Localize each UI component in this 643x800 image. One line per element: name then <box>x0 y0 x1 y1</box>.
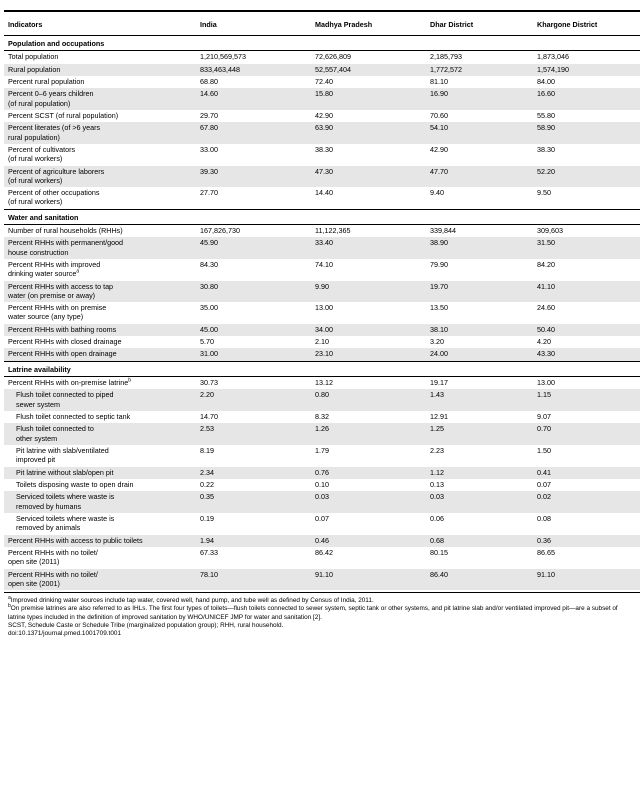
indicator-label <box>4 88 196 110</box>
value-cell: 31.00 <box>196 348 311 361</box>
value-cell: 13.00 <box>315 303 333 313</box>
table-row <box>4 535 640 547</box>
indicator-label <box>4 64 196 76</box>
value-cell: 72.40 <box>315 76 333 86</box>
footnote-marker: b <box>128 377 132 384</box>
value-cell: 8.32 <box>315 412 329 422</box>
indicator-label-line: Percent RHHs with closed drainage <box>8 337 122 347</box>
indicator-label-line: Percent rural population <box>8 76 85 86</box>
section-title: Water and sanitation <box>4 209 640 224</box>
value-cell: 4.20 <box>537 337 551 347</box>
indicator-label-line: rural population) <box>8 132 60 142</box>
table-row <box>4 224 640 237</box>
footnote-mark: a <box>8 595 11 602</box>
value-cell: 2,185,793 <box>430 52 462 62</box>
value-cell: 14.40 <box>315 188 333 198</box>
value-cell: 16.90 <box>426 88 533 110</box>
table-row <box>4 479 640 491</box>
indicator-label-line: Rural population <box>8 64 61 74</box>
indicator-label-line: improved pit <box>16 455 56 465</box>
indicator-label <box>4 224 196 237</box>
indicator-label <box>4 336 196 348</box>
value-cell: 42.90 <box>315 110 333 120</box>
value-cell: 55.80 <box>537 110 555 120</box>
value-cell: 52.20 <box>533 166 640 188</box>
indicator-label-line: Toilets disposing waste to open drain <box>16 480 134 490</box>
value-cell: 58.90 <box>533 122 640 144</box>
section-title: Population and occupations <box>4 36 640 51</box>
value-cell: 0.06 <box>430 514 444 524</box>
value-cell: 31.50 <box>533 237 640 259</box>
footnote <box>8 605 636 621</box>
indicator-label-line: (of rural workers) <box>8 154 63 164</box>
indicator-label <box>4 166 196 188</box>
value-cell: 0.80 <box>311 389 426 411</box>
table-row <box>4 259 640 281</box>
indicator-label-line: open site (2011) <box>8 557 60 567</box>
indicator-label-line: Flush toilet connected to septic tank <box>16 412 131 422</box>
value-cell: 52,557,404 <box>311 64 426 76</box>
indicator-label-line: other system <box>16 433 58 443</box>
section-title: Latrine availability <box>4 361 640 376</box>
table-row <box>4 423 640 445</box>
value-cell: 74.10 <box>315 259 333 269</box>
value-cell: 9.07 <box>537 412 551 422</box>
value-cell: 23.10 <box>311 348 426 361</box>
value-cell: 167,826,730 <box>200 225 240 235</box>
indicator-label-line: Number of rural households (RHHs) <box>8 225 123 235</box>
indicator-label <box>4 445 196 467</box>
table-row <box>4 302 640 324</box>
value-cell: 67.80 <box>196 122 311 144</box>
value-cell: 54.10 <box>426 122 533 144</box>
value-cell: 38.10 <box>426 324 533 336</box>
table-row <box>4 237 640 259</box>
indicator-label <box>4 569 196 591</box>
value-cell: 45.90 <box>196 237 311 259</box>
header-khargone-district: Khargone District <box>533 12 640 36</box>
value-cell: 19.17 <box>430 378 448 388</box>
table-row <box>4 166 640 188</box>
footnotes <box>4 593 640 638</box>
indicator-label-line: removed by animals <box>16 523 81 533</box>
indicator-label-line: (of rural workers) <box>8 197 63 207</box>
value-cell: 12.91 <box>430 412 448 422</box>
value-cell: 0.07 <box>315 514 329 524</box>
value-cell: 81.10 <box>430 76 448 86</box>
value-cell: 0.41 <box>533 467 640 479</box>
section-header-row <box>4 36 640 51</box>
value-cell: 14.60 <box>196 88 311 110</box>
value-cell: 1,772,572 <box>426 64 533 76</box>
value-cell: 1.43 <box>426 389 533 411</box>
table-row <box>4 64 640 76</box>
value-cell: 15.80 <box>311 88 426 110</box>
value-cell: 0.46 <box>311 535 426 547</box>
value-cell: 9.50 <box>537 188 551 198</box>
indicator-label <box>4 535 196 547</box>
value-cell: 3.20 <box>430 337 444 347</box>
value-cell: 70.60 <box>430 110 448 120</box>
section-header-row <box>4 361 640 376</box>
indicator-label <box>4 491 196 513</box>
indicator-label <box>4 281 196 303</box>
value-cell: 19.70 <box>426 281 533 303</box>
value-cell: 72,626,809 <box>315 52 351 62</box>
value-cell: 1.25 <box>426 423 533 445</box>
table-body <box>4 36 640 591</box>
indicators-table <box>4 12 640 590</box>
indicator-label-line: drinking water source <box>8 269 77 279</box>
indicator-label-line: Flush toilet connected to piped <box>16 390 114 400</box>
indicator-label <box>4 324 196 336</box>
value-cell: 309,603 <box>537 225 563 235</box>
value-cell: 67.33 <box>200 548 218 557</box>
indicator-label <box>4 144 196 166</box>
table-row <box>4 411 640 423</box>
value-cell: 86.42 <box>315 548 333 557</box>
value-cell: 13.50 <box>430 303 448 313</box>
value-cell: 13.12 <box>315 378 333 388</box>
value-cell: 38.30 <box>315 144 333 154</box>
value-cell: 0.07 <box>537 480 551 490</box>
indicator-label-line: Percent literates (of >6 years <box>8 123 101 133</box>
value-cell: 42.90 <box>430 144 448 154</box>
value-cell: 9.90 <box>311 281 426 303</box>
header-row <box>4 12 640 36</box>
value-cell: 2.34 <box>196 467 311 479</box>
value-cell: 1,873,046 <box>537 52 569 62</box>
indicator-label <box>4 423 196 445</box>
indicator-label <box>4 51 196 64</box>
indicator-label-line: house construction <box>8 247 69 257</box>
value-cell: 86.65 <box>537 548 555 557</box>
table-row <box>4 348 640 361</box>
table-row <box>4 513 640 535</box>
indicator-label-line: open site (2001) <box>8 578 60 588</box>
value-cell: 24.60 <box>537 303 555 313</box>
value-cell: 0.70 <box>533 423 640 445</box>
indicator-label-line: water (on premise or away) <box>8 290 96 300</box>
footnote-text: On premise latrines are also referred to as IHLs. The first four types of toilets—flush toilets connected to sewer system, septic tank or other systems, and pit latrine slab and/or ventilated improved pit—are a subset of latrine types included in the definition of improved sanitation by WHO/UNICEF JMP for water and sanitation [2]. <box>8 605 618 621</box>
value-cell: 0.19 <box>200 514 214 524</box>
value-cell: 0.08 <box>537 514 551 524</box>
indicator-label <box>4 348 196 361</box>
indicator-label-line: Percent RHHs with open drainage <box>8 349 117 359</box>
value-cell: 84.30 <box>200 259 218 269</box>
indicator-label <box>4 237 196 259</box>
value-cell: 11,122,365 <box>315 225 351 235</box>
value-cell: 34.00 <box>311 324 426 336</box>
value-cell: 0.68 <box>426 535 533 547</box>
value-cell: 27.70 <box>200 188 218 198</box>
indicator-label-line: Percent of agriculture laborers <box>8 166 105 176</box>
value-cell: 41.10 <box>533 281 640 303</box>
value-cell: 78.10 <box>196 569 311 591</box>
value-cell: 29.70 <box>200 110 218 120</box>
value-cell: 80.15 <box>430 548 448 557</box>
value-cell: 68.80 <box>200 76 218 86</box>
indicator-label <box>4 76 196 88</box>
table-row <box>4 144 640 166</box>
indicator-label-line: Total population <box>8 52 59 62</box>
value-cell: 1,574,190 <box>533 64 640 76</box>
value-cell: 2.10 <box>315 337 329 347</box>
indicator-label-line: Percent RHHs with on premise <box>8 303 107 313</box>
value-cell: 0.36 <box>533 535 640 547</box>
value-cell: 13.00 <box>537 378 555 388</box>
table-row <box>4 187 640 209</box>
value-cell: 9.40 <box>430 188 444 198</box>
indicator-label-line: Percent RHHs with no toilet/ <box>8 569 98 579</box>
indicator-label <box>4 377 196 390</box>
value-cell: 1,210,569,573 <box>200 52 246 62</box>
value-cell: 43.30 <box>533 348 640 361</box>
value-cell: 0.03 <box>311 491 426 513</box>
value-cell: 38.90 <box>426 237 533 259</box>
header-dhar-district: Dhar District <box>426 12 533 36</box>
table-row <box>4 547 640 569</box>
value-cell: 39.30 <box>196 166 311 188</box>
table-row <box>4 110 640 122</box>
table-row <box>4 51 640 64</box>
indicator-label-line: Percent RHHs with no toilet/ <box>8 548 98 557</box>
footnote-mark: b <box>8 603 11 610</box>
value-cell: 33.40 <box>311 237 426 259</box>
value-cell: 1.94 <box>196 535 311 547</box>
indicator-label <box>4 259 196 281</box>
table-row <box>4 491 640 513</box>
value-cell: 1.15 <box>533 389 640 411</box>
value-cell: 14.70 <box>200 412 218 422</box>
value-cell: 91.10 <box>533 569 640 591</box>
value-cell: 1.26 <box>311 423 426 445</box>
indicator-label <box>4 302 196 324</box>
indicator-label-line: Percent RHHs with improved <box>8 259 101 269</box>
indicator-label-line: water source (any type) <box>8 312 84 322</box>
value-cell: 63.90 <box>311 122 426 144</box>
table-row <box>4 76 640 88</box>
value-cell: 91.10 <box>311 569 426 591</box>
value-cell: 0.35 <box>196 491 311 513</box>
indicator-label-line: Percent RHHs with bathing rooms <box>8 324 117 334</box>
indicator-label-line: Percent RHHs with access to public toilets <box>8 535 143 545</box>
table-row <box>4 389 640 411</box>
table-row <box>4 281 640 303</box>
value-cell: 1.12 <box>426 467 533 479</box>
footnote-marker: a <box>76 268 80 275</box>
indicator-label <box>4 467 196 479</box>
table-row <box>4 377 640 390</box>
footnote-text: Improved drinking water sources include tap water, covered well, hand pump, and tube well as defined by Census of India, 2011. <box>10 597 374 605</box>
footnote-text: SCST, Schedule Caste or Schedule Tribe (marginalized population group); RHH, rural household. <box>8 621 284 629</box>
indicator-label <box>4 110 196 122</box>
indicator-label-line: Serviced toilets where waste is <box>16 514 115 524</box>
value-cell: 47.70 <box>426 166 533 188</box>
indicator-label <box>4 411 196 423</box>
value-cell: 2.53 <box>196 423 311 445</box>
value-cell: 84.00 <box>537 76 555 86</box>
value-cell: 30.80 <box>196 281 311 303</box>
top-rule <box>4 0 640 12</box>
header-india: India <box>196 12 311 36</box>
table-row <box>4 324 640 336</box>
indicator-label-line: Serviced toilets where waste is <box>16 492 115 502</box>
indicator-label-line: Pit latrine with slab/ventilated <box>16 446 109 456</box>
indicator-label-line: Percent of other occupations <box>8 188 100 198</box>
indicator-label <box>4 479 196 491</box>
section-header-row <box>4 209 640 224</box>
value-cell: 16.60 <box>533 88 640 110</box>
indicator-label-line: Flush toilet connected to <box>16 424 94 434</box>
indicator-label <box>4 122 196 144</box>
footnote <box>8 622 636 630</box>
indicator-label-line: Percent RHHs with on-premise latrine <box>8 378 129 388</box>
value-cell: 2.20 <box>196 389 311 411</box>
indicator-label-line: Percent RHHs with access to tap <box>8 281 114 291</box>
value-cell: 33.00 <box>200 144 218 154</box>
indicator-label-line: sewer system <box>16 399 60 409</box>
table-row <box>4 122 640 144</box>
indicator-label-line: (of rural workers) <box>8 175 63 185</box>
value-cell: 0.13 <box>430 480 444 490</box>
value-cell: 35.00 <box>200 303 218 313</box>
indicator-label-line: removed by humans <box>16 501 82 511</box>
value-cell: 84.20 <box>537 259 555 269</box>
indicator-label-line: (of rural population) <box>8 98 71 108</box>
value-cell: 0.76 <box>311 467 426 479</box>
indicator-label-line: Pit latrine without slab/open pit <box>16 467 114 477</box>
value-cell: 0.22 <box>200 480 214 490</box>
indicator-label <box>4 389 196 411</box>
value-cell: 86.40 <box>426 569 533 591</box>
value-cell: 833,463,448 <box>196 64 311 76</box>
value-cell: 45.00 <box>196 324 311 336</box>
value-cell: 24.00 <box>426 348 533 361</box>
value-cell: 339,844 <box>430 225 456 235</box>
indicator-label <box>4 547 196 569</box>
value-cell: 1.50 <box>537 446 551 456</box>
value-cell: 1.79 <box>315 446 329 456</box>
value-cell: 30.73 <box>200 378 218 388</box>
value-cell: 47.30 <box>311 166 426 188</box>
value-cell: 38.30 <box>537 144 555 154</box>
footnote-text: doi:10.1371/journal.pmed.1001709.t001 <box>8 630 121 637</box>
value-cell: 0.02 <box>533 491 640 513</box>
table-row <box>4 445 640 467</box>
header-indicators: Indicators <box>4 12 196 36</box>
indicator-label-line: Percent of cultivators <box>8 144 76 154</box>
indicator-label-line: Percent RHHs with permanent/good <box>8 238 124 248</box>
footnote <box>8 630 636 638</box>
indicator-label-line: Percent SCST (of rural population) <box>8 110 119 120</box>
value-cell: 0.10 <box>315 480 329 490</box>
header-madhya-pradesh: Madhya Pradesh <box>311 12 426 36</box>
value-cell: 79.90 <box>430 259 448 269</box>
table-row <box>4 569 640 591</box>
value-cell: 50.40 <box>533 324 640 336</box>
indicator-label <box>4 187 196 209</box>
value-cell: 8.19 <box>200 446 214 456</box>
indicator-label <box>4 513 196 535</box>
table-row <box>4 88 640 110</box>
value-cell: 0.03 <box>426 491 533 513</box>
indicator-label-line: Percent 0–6 years children <box>8 89 94 99</box>
table-row <box>4 336 640 348</box>
value-cell: 2.23 <box>430 446 444 456</box>
value-cell: 5.70 <box>200 337 214 347</box>
table-row <box>4 467 640 479</box>
